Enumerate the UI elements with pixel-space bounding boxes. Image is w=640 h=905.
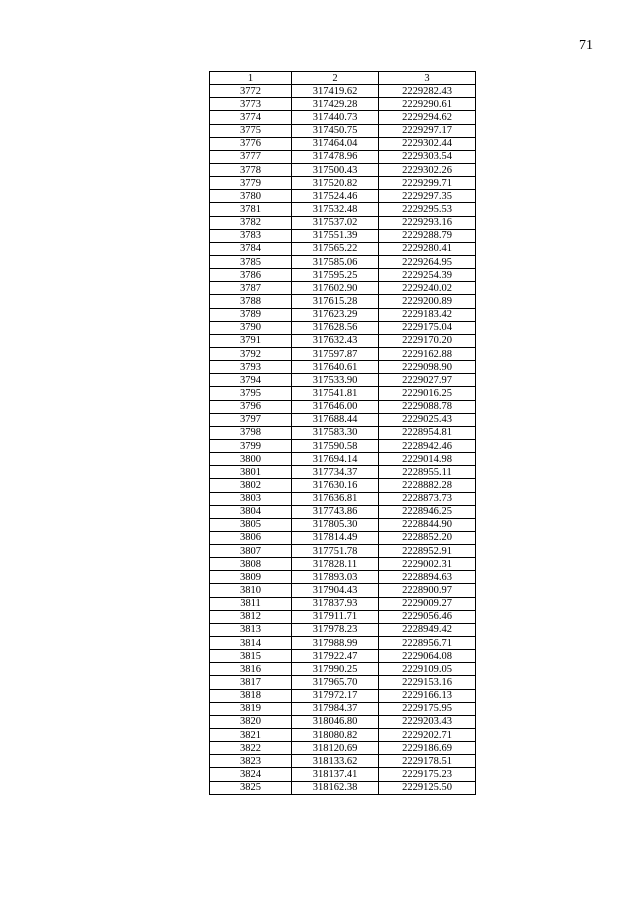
point-number-cell: 3801 <box>210 466 292 479</box>
x-coordinate-cell: 317585.06 <box>292 255 379 268</box>
x-coordinate-cell: 317500.43 <box>292 163 379 176</box>
y-coordinate-cell: 2229294.62 <box>379 111 476 124</box>
point-number-cell: 3797 <box>210 413 292 426</box>
y-coordinate-cell: 2229175.04 <box>379 321 476 334</box>
x-coordinate-cell: 317965.70 <box>292 676 379 689</box>
point-number-cell: 3778 <box>210 163 292 176</box>
point-number-cell: 3814 <box>210 637 292 650</box>
y-coordinate-cell: 2229293.16 <box>379 216 476 229</box>
point-number-cell: 3789 <box>210 308 292 321</box>
x-coordinate-cell: 317602.90 <box>292 282 379 295</box>
y-coordinate-cell: 2229002.31 <box>379 558 476 571</box>
y-coordinate-cell: 2229303.54 <box>379 150 476 163</box>
x-coordinate-cell: 317628.56 <box>292 321 379 334</box>
point-number-cell: 3776 <box>210 137 292 150</box>
table-row <box>210 689 476 702</box>
table-row <box>210 242 476 255</box>
point-number-cell: 3794 <box>210 374 292 387</box>
table-row <box>210 676 476 689</box>
table-row <box>210 439 476 452</box>
point-number-cell: 3799 <box>210 439 292 452</box>
y-coordinate-cell: 2228955.11 <box>379 466 476 479</box>
y-coordinate-cell: 2229088.78 <box>379 400 476 413</box>
y-coordinate-cell: 2229175.23 <box>379 768 476 781</box>
table-row <box>210 623 476 636</box>
point-number-cell: 3798 <box>210 426 292 439</box>
table-row <box>210 111 476 124</box>
table-row <box>210 663 476 676</box>
table-row <box>210 361 476 374</box>
point-number-cell: 3796 <box>210 400 292 413</box>
y-coordinate-cell: 2229203.43 <box>379 715 476 728</box>
point-number-cell: 3811 <box>210 597 292 610</box>
point-number-cell: 3824 <box>210 768 292 781</box>
x-coordinate-cell: 317450.75 <box>292 124 379 137</box>
table-row <box>210 85 476 98</box>
y-coordinate-cell: 2228946.25 <box>379 505 476 518</box>
x-coordinate-cell: 318046.80 <box>292 715 379 728</box>
table-row <box>210 768 476 781</box>
point-number-cell: 3822 <box>210 742 292 755</box>
x-coordinate-cell: 318120.69 <box>292 742 379 755</box>
x-coordinate-cell: 317615.28 <box>292 295 379 308</box>
table-row <box>210 518 476 531</box>
table-row <box>210 137 476 150</box>
x-coordinate-cell: 317904.43 <box>292 584 379 597</box>
column-header-2: 2 <box>292 72 379 85</box>
point-number-cell: 3777 <box>210 150 292 163</box>
point-number-cell: 3784 <box>210 242 292 255</box>
x-coordinate-cell: 317646.00 <box>292 400 379 413</box>
point-number-cell: 3787 <box>210 282 292 295</box>
x-coordinate-cell: 317623.29 <box>292 308 379 321</box>
table-row <box>210 400 476 413</box>
x-coordinate-cell: 317419.62 <box>292 85 379 98</box>
point-number-cell: 3792 <box>210 347 292 360</box>
x-coordinate-cell: 317922.47 <box>292 650 379 663</box>
x-coordinate-cell: 317990.25 <box>292 663 379 676</box>
y-coordinate-cell: 2228956.71 <box>379 637 476 650</box>
y-coordinate-cell: 2229025.43 <box>379 413 476 426</box>
table-row <box>210 729 476 742</box>
x-coordinate-cell: 317478.96 <box>292 150 379 163</box>
x-coordinate-cell: 317805.30 <box>292 518 379 531</box>
x-coordinate-cell: 317743.86 <box>292 505 379 518</box>
point-number-cell: 3781 <box>210 203 292 216</box>
x-coordinate-cell: 318137.41 <box>292 768 379 781</box>
y-coordinate-cell: 2229109.05 <box>379 663 476 676</box>
table-row <box>210 216 476 229</box>
table-row <box>210 229 476 242</box>
table-row <box>210 610 476 623</box>
y-coordinate-cell: 2229027.97 <box>379 374 476 387</box>
x-coordinate-cell: 317751.78 <box>292 545 379 558</box>
point-number-cell: 3813 <box>210 623 292 636</box>
x-coordinate-cell: 317630.16 <box>292 479 379 492</box>
table-row <box>210 492 476 505</box>
point-number-cell: 3825 <box>210 781 292 794</box>
table-body <box>210 85 476 795</box>
y-coordinate-cell: 2229290.61 <box>379 98 476 111</box>
point-number-cell: 3802 <box>210 479 292 492</box>
point-number-cell: 3820 <box>210 715 292 728</box>
table-row <box>210 124 476 137</box>
y-coordinate-cell: 2229162.88 <box>379 347 476 360</box>
table-row <box>210 742 476 755</box>
y-coordinate-cell: 2229178.51 <box>379 755 476 768</box>
table-row <box>210 150 476 163</box>
table-row <box>210 558 476 571</box>
point-number-cell: 3808 <box>210 558 292 571</box>
y-coordinate-cell: 2228882.28 <box>379 479 476 492</box>
x-coordinate-cell: 317429.28 <box>292 98 379 111</box>
y-coordinate-cell: 2229166.13 <box>379 689 476 702</box>
point-number-cell: 3819 <box>210 702 292 715</box>
table-row <box>210 702 476 715</box>
y-coordinate-cell: 2228852.20 <box>379 531 476 544</box>
coordinates-table <box>209 71 476 795</box>
x-coordinate-cell: 317640.61 <box>292 361 379 374</box>
x-coordinate-cell: 317440.73 <box>292 111 379 124</box>
point-number-cell: 3806 <box>210 531 292 544</box>
point-number-cell: 3788 <box>210 295 292 308</box>
point-number-cell: 3795 <box>210 387 292 400</box>
table-row <box>210 545 476 558</box>
y-coordinate-cell: 2229014.98 <box>379 453 476 466</box>
point-number-cell: 3782 <box>210 216 292 229</box>
x-coordinate-cell: 317734.37 <box>292 466 379 479</box>
table-row <box>210 269 476 282</box>
table-row <box>210 637 476 650</box>
point-number-cell: 3815 <box>210 650 292 663</box>
x-coordinate-cell: 317837.93 <box>292 597 379 610</box>
table-row <box>210 453 476 466</box>
point-number-cell: 3817 <box>210 676 292 689</box>
x-coordinate-cell: 317532.48 <box>292 203 379 216</box>
y-coordinate-cell: 2229295.53 <box>379 203 476 216</box>
x-coordinate-cell: 317583.30 <box>292 426 379 439</box>
x-coordinate-cell: 317911.71 <box>292 610 379 623</box>
table-row <box>210 479 476 492</box>
page-number: 71 <box>579 38 593 53</box>
table-row <box>210 255 476 268</box>
y-coordinate-cell: 2229282.43 <box>379 85 476 98</box>
y-coordinate-cell: 2229297.17 <box>379 124 476 137</box>
x-coordinate-cell: 317688.44 <box>292 413 379 426</box>
y-coordinate-cell: 2229153.16 <box>379 676 476 689</box>
point-number-cell: 3805 <box>210 518 292 531</box>
table-row <box>210 426 476 439</box>
point-number-cell: 3786 <box>210 269 292 282</box>
y-coordinate-cell: 2229098.90 <box>379 361 476 374</box>
point-number-cell: 3807 <box>210 545 292 558</box>
table-row <box>210 650 476 663</box>
x-coordinate-cell: 317597.87 <box>292 347 379 360</box>
table-row <box>210 505 476 518</box>
table-row <box>210 387 476 400</box>
x-coordinate-cell: 317565.22 <box>292 242 379 255</box>
table-row <box>210 203 476 216</box>
y-coordinate-cell: 2229175.95 <box>379 702 476 715</box>
table-row <box>210 347 476 360</box>
y-coordinate-cell: 2228894.63 <box>379 571 476 584</box>
table-header-row <box>210 72 476 85</box>
table-row <box>210 413 476 426</box>
point-number-cell: 3791 <box>210 334 292 347</box>
table-row <box>210 781 476 794</box>
table-row <box>210 334 476 347</box>
y-coordinate-cell: 2228954.81 <box>379 426 476 439</box>
table-row <box>210 177 476 190</box>
point-number-cell: 3816 <box>210 663 292 676</box>
y-coordinate-cell: 2229125.50 <box>379 781 476 794</box>
table-row <box>210 466 476 479</box>
table-row <box>210 295 476 308</box>
x-coordinate-cell: 317694.14 <box>292 453 379 466</box>
y-coordinate-cell: 2228952.91 <box>379 545 476 558</box>
y-coordinate-cell: 2228873.73 <box>379 492 476 505</box>
x-coordinate-cell: 317537.02 <box>292 216 379 229</box>
y-coordinate-cell: 2228942.46 <box>379 439 476 452</box>
point-number-cell: 3780 <box>210 190 292 203</box>
point-number-cell: 3804 <box>210 505 292 518</box>
x-coordinate-cell: 317464.04 <box>292 137 379 150</box>
x-coordinate-cell: 317972.17 <box>292 689 379 702</box>
point-number-cell: 3772 <box>210 85 292 98</box>
table-row <box>210 98 476 111</box>
y-coordinate-cell: 2229299.71 <box>379 177 476 190</box>
point-number-cell: 3793 <box>210 361 292 374</box>
x-coordinate-cell: 317984.37 <box>292 702 379 715</box>
x-coordinate-cell: 317551.39 <box>292 229 379 242</box>
y-coordinate-cell: 2229254.39 <box>379 269 476 282</box>
point-number-cell: 3809 <box>210 571 292 584</box>
y-coordinate-cell: 2229064.08 <box>379 650 476 663</box>
table-row <box>210 531 476 544</box>
y-coordinate-cell: 2229302.44 <box>379 137 476 150</box>
x-coordinate-cell: 317893.03 <box>292 571 379 584</box>
y-coordinate-cell: 2228900.97 <box>379 584 476 597</box>
table-row <box>210 597 476 610</box>
point-number-cell: 3821 <box>210 729 292 742</box>
x-coordinate-cell: 317828.11 <box>292 558 379 571</box>
point-number-cell: 3803 <box>210 492 292 505</box>
y-coordinate-cell: 2229264.95 <box>379 255 476 268</box>
column-header-3: 3 <box>379 72 476 85</box>
point-number-cell: 3775 <box>210 124 292 137</box>
point-number-cell: 3790 <box>210 321 292 334</box>
y-coordinate-cell: 2229202.71 <box>379 729 476 742</box>
point-number-cell: 3779 <box>210 177 292 190</box>
y-coordinate-cell: 2228844.90 <box>379 518 476 531</box>
table-row <box>210 374 476 387</box>
y-coordinate-cell: 2229016.25 <box>379 387 476 400</box>
y-coordinate-cell: 2229240.02 <box>379 282 476 295</box>
table-row <box>210 755 476 768</box>
y-coordinate-cell: 2229288.79 <box>379 229 476 242</box>
table-row <box>210 163 476 176</box>
x-coordinate-cell: 317590.58 <box>292 439 379 452</box>
point-number-cell: 3823 <box>210 755 292 768</box>
y-coordinate-cell: 2229302.26 <box>379 163 476 176</box>
x-coordinate-cell: 318133.62 <box>292 755 379 768</box>
table-row <box>210 571 476 584</box>
y-coordinate-cell: 2229297.35 <box>379 190 476 203</box>
x-coordinate-cell: 318080.82 <box>292 729 379 742</box>
y-coordinate-cell: 2229280.41 <box>379 242 476 255</box>
y-coordinate-cell: 2229170.20 <box>379 334 476 347</box>
x-coordinate-cell: 317988.99 <box>292 637 379 650</box>
point-number-cell: 3783 <box>210 229 292 242</box>
x-coordinate-cell: 317636.81 <box>292 492 379 505</box>
x-coordinate-cell: 318162.38 <box>292 781 379 794</box>
y-coordinate-cell: 2229009.27 <box>379 597 476 610</box>
point-number-cell: 3774 <box>210 111 292 124</box>
column-header-1: 1 <box>210 72 292 85</box>
x-coordinate-cell: 317541.81 <box>292 387 379 400</box>
x-coordinate-cell: 317533.90 <box>292 374 379 387</box>
point-number-cell: 3800 <box>210 453 292 466</box>
point-number-cell: 3818 <box>210 689 292 702</box>
point-number-cell: 3785 <box>210 255 292 268</box>
y-coordinate-cell: 2229200.89 <box>379 295 476 308</box>
table-row <box>210 282 476 295</box>
y-coordinate-cell: 2228949.42 <box>379 623 476 636</box>
y-coordinate-cell: 2229183.42 <box>379 308 476 321</box>
x-coordinate-cell: 317978.23 <box>292 623 379 636</box>
x-coordinate-cell: 317632.43 <box>292 334 379 347</box>
table-row <box>210 584 476 597</box>
x-coordinate-cell: 317814.49 <box>292 531 379 544</box>
table-row <box>210 190 476 203</box>
x-coordinate-cell: 317520.82 <box>292 177 379 190</box>
table-row <box>210 715 476 728</box>
x-coordinate-cell: 317595.25 <box>292 269 379 282</box>
point-number-cell: 3812 <box>210 610 292 623</box>
point-number-cell: 3810 <box>210 584 292 597</box>
x-coordinate-cell: 317524.46 <box>292 190 379 203</box>
table-row <box>210 308 476 321</box>
table-row <box>210 321 476 334</box>
y-coordinate-cell: 2229186.69 <box>379 742 476 755</box>
point-number-cell: 3773 <box>210 98 292 111</box>
y-coordinate-cell: 2229056.46 <box>379 610 476 623</box>
